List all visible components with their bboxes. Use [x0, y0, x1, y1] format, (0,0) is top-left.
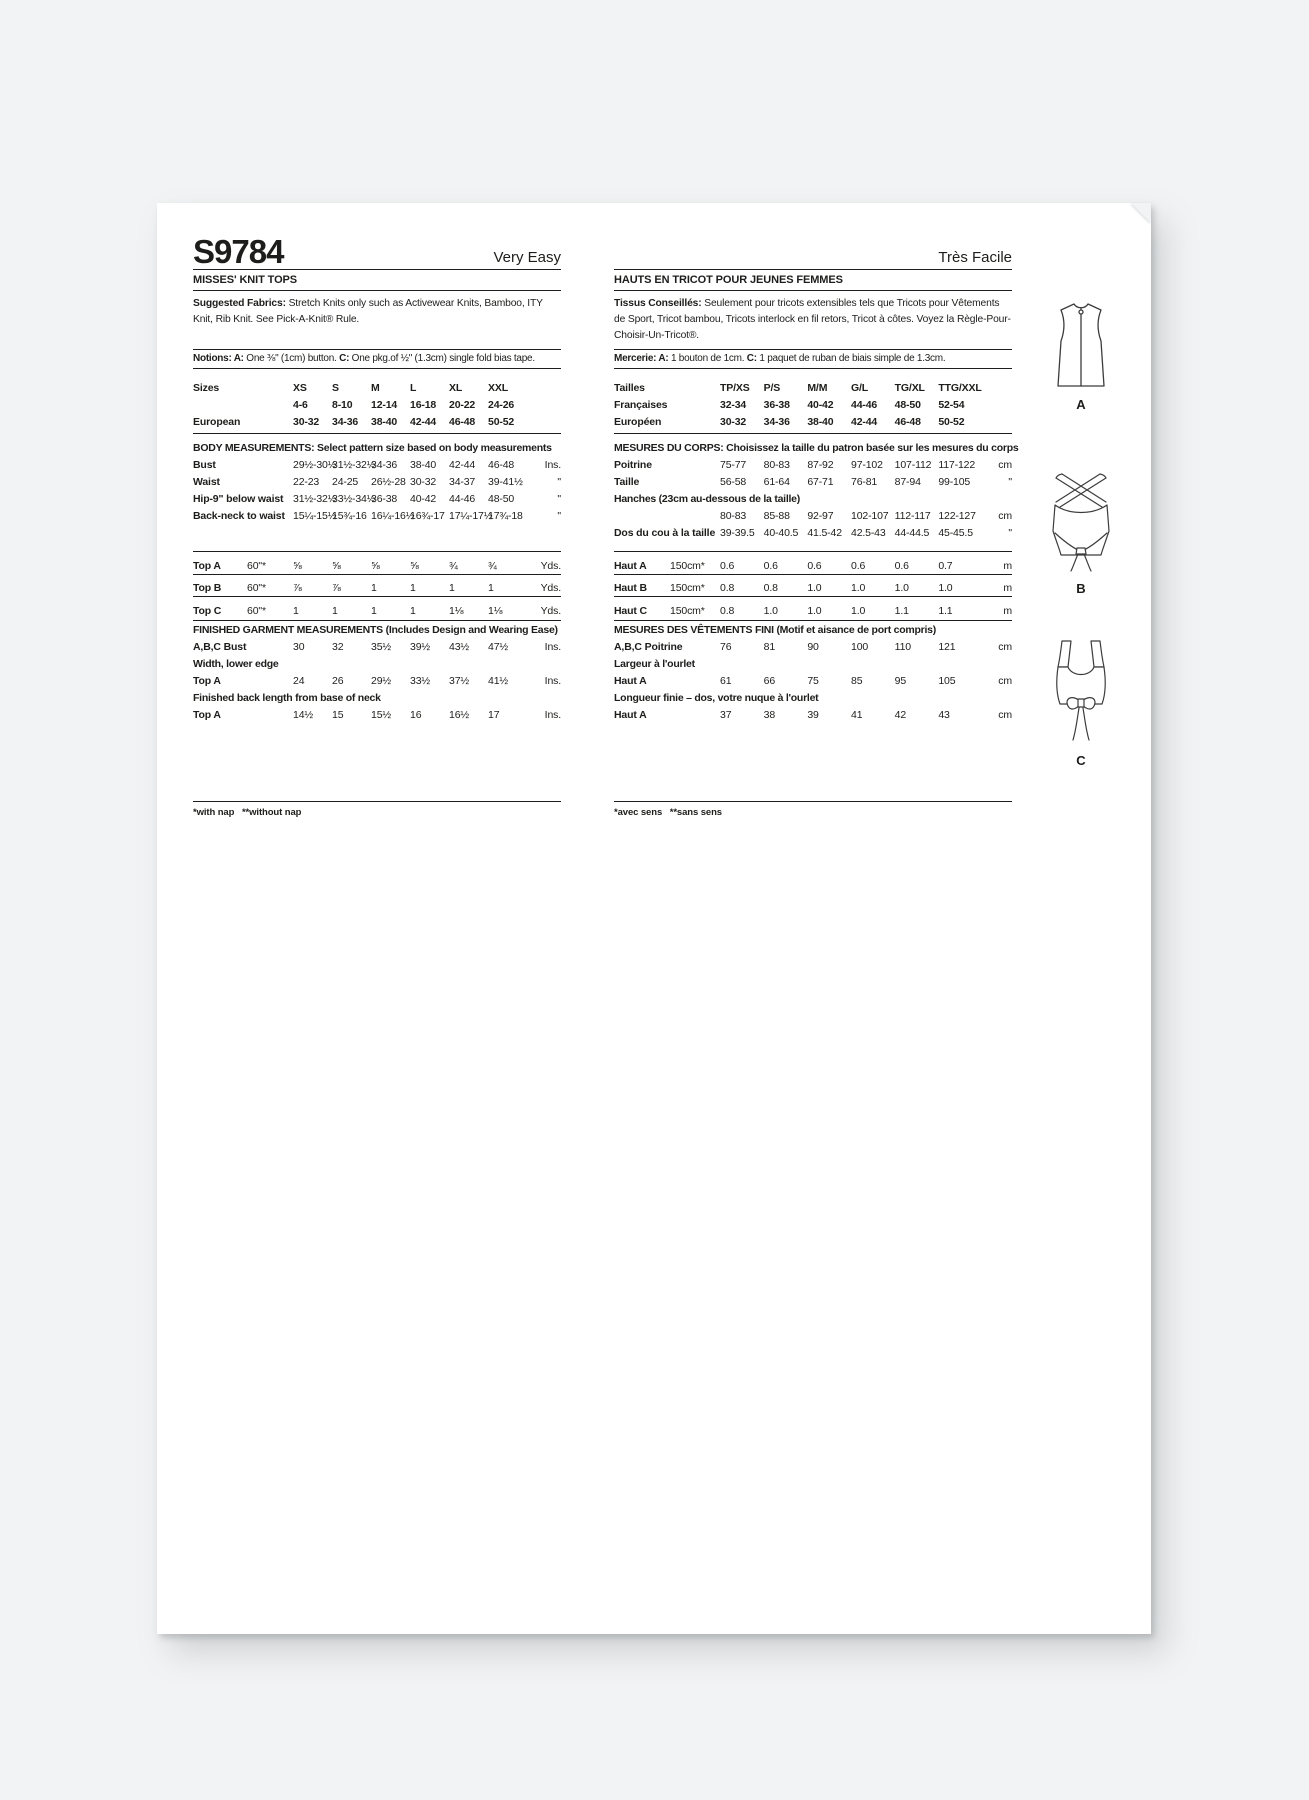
- value-cell: 4-6: [293, 399, 308, 411]
- value-cell: 34-37: [449, 475, 476, 488]
- section-header-cell: FINISHED GARMENT MEASUREMENTS (Includes Design and Wearing Ease): [193, 624, 558, 636]
- table-row: [193, 377, 561, 394]
- value-cell: 43: [938, 709, 950, 721]
- value-cell: 75-77: [720, 458, 747, 471]
- value-cell: 15: [332, 709, 344, 721]
- unit-cell: ": [557, 475, 561, 488]
- value-cell: 45-45.5: [938, 526, 973, 539]
- value-cell: ⅞: [293, 582, 302, 594]
- unit-cell: ": [557, 492, 561, 505]
- value-cell: 15¼-15½: [293, 509, 337, 522]
- value-cell: ⅞: [332, 582, 341, 594]
- row-label-cell: Hip-9" below waist: [193, 492, 284, 505]
- english-title: MISSES' KNIT TOPS: [193, 270, 561, 291]
- value-cell: 31½-32½: [293, 492, 337, 505]
- row-label-cell: Tailles: [614, 382, 645, 394]
- value-cell: 0.8: [763, 582, 778, 594]
- section-header-cell: Finished back length from base of neck: [193, 692, 381, 704]
- english-header-strip: [193, 233, 561, 270]
- value-cell: 38-40: [807, 416, 834, 428]
- value-cell: 16-18: [410, 399, 437, 411]
- value-cell: 29½: [371, 675, 391, 687]
- french-header-strip: [614, 233, 1012, 270]
- english-column: [193, 233, 561, 853]
- table-row: [614, 377, 1012, 394]
- text-segment: C:: [746, 353, 757, 364]
- value-cell: 41.5-42: [807, 526, 842, 539]
- value-cell: 0.7: [938, 559, 953, 572]
- text-segment: Seulement pour tricots extensibles tels que Tricots pour Vêtements de Sport, Tricot bambou, Tricots interlock en fil retors, Tricot à côtes. Voyez la Règle-Pour-Choisir-Un-Tricot®.: [614, 298, 1011, 341]
- fabric-width-cell: 150cm*: [670, 604, 705, 617]
- view-b: [1031, 471, 1131, 596]
- value-cell: 15½: [371, 709, 391, 721]
- value-cell: 38: [763, 709, 776, 721]
- value-cell: 50-52: [938, 416, 965, 428]
- value-cell: 105: [938, 675, 956, 687]
- value-cell: 0.6: [763, 559, 778, 572]
- value-cell: 42-44: [851, 416, 878, 428]
- section-header-cell: MESURES DU CORPS: Choisissez la taille du patron basée sur les mesures du corps: [614, 441, 1019, 454]
- value-cell: 24-25: [332, 475, 359, 488]
- table-row: [193, 488, 561, 505]
- value-cell: 95: [894, 675, 907, 687]
- unit-cell: cm: [998, 675, 1012, 687]
- fabric-width-cell: 60"*: [247, 604, 266, 617]
- text-segment: Stretch Knits only such as Activewear Knits, Bamboo, ITY Knit, Rib Knit. See Pick-A-Knit® Rule.: [193, 298, 543, 325]
- value-cell: 33½-34½: [332, 492, 376, 505]
- view-a: [1031, 299, 1131, 412]
- value-cell: 66: [763, 675, 776, 687]
- value-cell: 24: [293, 675, 305, 687]
- unit-cell: Ins.: [544, 709, 561, 721]
- table-row: [614, 574, 1012, 595]
- row-label-cell: Haut B: [614, 582, 647, 594]
- value-cell: 1.0: [807, 604, 822, 617]
- row-label-cell: Haut A: [614, 709, 647, 721]
- value-cell: 87-92: [807, 458, 834, 471]
- table-row: [193, 636, 561, 653]
- value-cell: 1.0: [938, 582, 953, 594]
- table-row: [614, 505, 1012, 522]
- value-cell: 121: [938, 641, 956, 653]
- value-cell: 0.6: [720, 559, 735, 572]
- metrage-table: [614, 549, 1012, 621]
- nap-footnote-french: *avec sens **sans sens: [614, 801, 1012, 818]
- value-cell: 46-48: [488, 458, 515, 471]
- unit-cell: cm: [998, 458, 1012, 471]
- value-cell: 1⅛: [449, 604, 464, 617]
- unit-cell: cm: [998, 509, 1012, 522]
- table-row: [614, 551, 1012, 572]
- value-cell: 1: [410, 604, 416, 617]
- value-cell: 46-48: [449, 416, 476, 428]
- text-segment: Mercerie:: [614, 353, 657, 364]
- mesures-vetements-fini-table: [614, 619, 1012, 721]
- row-label-cell: Top A: [193, 559, 221, 572]
- value-cell: 16¼-16½: [371, 509, 415, 522]
- table-row: [614, 471, 1012, 488]
- pattern-number: S9784: [193, 233, 284, 270]
- unit-cell: m: [1003, 604, 1012, 617]
- value-cell: 92-97: [807, 509, 834, 522]
- value-cell: 67-71: [807, 475, 834, 488]
- difficulty-label-french: Très Facile: [938, 249, 1012, 266]
- value-cell: 44-46: [449, 492, 476, 505]
- value-cell: 1: [371, 582, 377, 594]
- unit-cell: Yds.: [540, 559, 561, 572]
- value-cell: 100: [851, 641, 869, 653]
- value-cell: 99-105: [938, 475, 971, 488]
- value-cell: ⅝: [371, 559, 380, 572]
- value-cell: 117-122: [938, 458, 976, 471]
- unit-cell: m: [1003, 582, 1012, 594]
- value-cell: 47½: [488, 641, 508, 653]
- suggested-fabrics-paragraph: [193, 296, 561, 328]
- french-column: [614, 233, 1019, 853]
- row-label-cell: Top A: [193, 675, 221, 687]
- value-cell: 85: [851, 675, 863, 687]
- value-cell: 22-23: [293, 475, 320, 488]
- mesures-du-corps-table: [614, 431, 1019, 539]
- value-cell: 15¾-16: [332, 509, 367, 522]
- value-cell: 1⅛: [488, 604, 503, 617]
- value-cell: 37: [720, 709, 732, 721]
- value-cell: 12-14: [371, 399, 398, 411]
- table-row: [614, 411, 1012, 428]
- value-cell: 16¾-17: [410, 509, 445, 522]
- unit-cell: cm: [998, 709, 1012, 721]
- text-segment: One ⅜" (1cm) button.: [243, 353, 340, 364]
- value-cell: 34-36: [332, 416, 359, 428]
- value-cell: 0.8: [720, 582, 735, 594]
- row-label-cell: Européen: [614, 416, 662, 428]
- value-cell: 0.8: [720, 604, 735, 617]
- table-section-row: [614, 488, 1012, 505]
- section-header-cell: Largeur à l'ourlet: [614, 658, 695, 670]
- text-segment: Tissus Conseillés:: [614, 298, 702, 309]
- tailles-table: [614, 377, 1012, 428]
- value-cell: 56-58: [720, 475, 747, 488]
- yardage-table: [193, 549, 561, 621]
- value-cell: 26½-28: [371, 475, 406, 488]
- table-row: [193, 411, 561, 428]
- table-row: [614, 522, 1012, 539]
- row-label-cell: Dos du cou à la taille: [614, 526, 716, 539]
- top-a-back-view-icon: [1044, 299, 1118, 391]
- value-cell: 44-44.5: [894, 526, 930, 539]
- value-cell: 40-42: [807, 399, 834, 411]
- row-label-cell: Back-neck to waist: [193, 509, 285, 522]
- value-cell: M/M: [807, 382, 828, 394]
- value-cell: 33½: [410, 675, 430, 687]
- section-header-cell: BODY MEASUREMENTS: Select pattern size based on body measurements: [193, 441, 552, 454]
- value-cell: 30: [293, 641, 305, 653]
- unit-cell: Ins.: [544, 641, 561, 653]
- value-cell: 30-32: [720, 416, 747, 428]
- value-cell: 107-112: [894, 458, 932, 471]
- value-cell: 16: [410, 709, 422, 721]
- value-cell: 0.6: [894, 559, 909, 572]
- value-cell: 1: [449, 582, 455, 594]
- unit-cell: ": [557, 509, 561, 522]
- row-label-cell: Top C: [193, 604, 222, 617]
- row-label-cell: Waist: [193, 475, 220, 488]
- fabric-width-cell: 150cm*: [670, 582, 705, 594]
- value-cell: 1: [410, 582, 416, 594]
- value-cell: 102-107: [851, 509, 889, 522]
- value-cell: 1.0: [894, 582, 909, 594]
- value-cell: 1.1: [938, 604, 953, 617]
- view-a-label: A: [1076, 397, 1086, 412]
- difficulty-label-english: Very Easy: [493, 249, 561, 266]
- pattern-envelope-back-page: [157, 203, 1151, 1634]
- table-row: [193, 670, 561, 687]
- value-cell: 1: [332, 604, 338, 617]
- text-segment: 1 bouton de 1cm.: [668, 353, 747, 364]
- table-row: [614, 596, 1012, 621]
- view-c: [1031, 637, 1131, 768]
- body-measurements-table: [193, 431, 561, 522]
- text-segment: A:: [231, 353, 244, 364]
- value-cell: 32: [332, 641, 344, 653]
- value-cell: ⅝: [410, 559, 419, 572]
- row-label-cell: A,B,C Poitrine: [614, 641, 683, 653]
- value-cell: 48-50: [488, 492, 515, 505]
- value-cell: 110: [894, 641, 911, 653]
- value-cell: L: [410, 382, 417, 394]
- unit-cell: Yds.: [540, 582, 561, 594]
- value-cell: 39-41½: [488, 475, 523, 488]
- section-header-cell: Width, lower edge: [193, 658, 279, 670]
- section-header-cell: Hanches (23cm au-dessous de la taille): [614, 492, 800, 505]
- value-cell: 24-26: [488, 399, 515, 411]
- row-label-cell: Top B: [193, 582, 222, 594]
- unit-cell: cm: [998, 641, 1012, 653]
- value-cell: TTG/XXL: [938, 382, 982, 394]
- value-cell: 38-40: [371, 416, 398, 428]
- row-label-cell: Top A: [193, 709, 221, 721]
- value-cell: 61: [720, 675, 732, 687]
- view-b-label: B: [1076, 581, 1086, 596]
- unit-cell: m: [1003, 559, 1012, 572]
- value-cell: TG/XL: [894, 382, 925, 394]
- fabric-width-cell: 60"*: [247, 582, 266, 594]
- table-section-row: [193, 653, 561, 670]
- table-section-row: [614, 619, 1012, 636]
- notions-line: [193, 349, 561, 369]
- value-cell: 41½: [488, 675, 508, 687]
- value-cell: 80-83: [720, 509, 747, 522]
- top-c-back-view-icon: [1048, 637, 1114, 747]
- value-cell: XL: [449, 382, 463, 394]
- table-row: [193, 505, 561, 522]
- table-row: [193, 471, 561, 488]
- value-cell: 122-127: [938, 509, 976, 522]
- text-segment: One pkg.of ½" (1.3cm) single fold bias tape.: [349, 353, 535, 364]
- value-cell: 39½: [410, 641, 430, 653]
- table-row: [193, 394, 561, 411]
- section-header-cell: MESURES DES VÊTEMENTS FINI (Motif et aisance de port compris): [614, 624, 936, 636]
- value-cell: 36-38: [763, 399, 790, 411]
- text-segment: 1 paquet de ruban de biais simple de 1.3cm.: [756, 353, 946, 364]
- value-cell: 17¼-17½: [449, 509, 493, 522]
- unit-cell: Ins.: [544, 458, 561, 471]
- row-label-cell: Haut A: [614, 559, 647, 572]
- value-cell: ¾: [449, 559, 458, 572]
- row-label-cell: A,B,C Bust: [193, 641, 247, 653]
- table-row: [614, 636, 1012, 653]
- row-label-cell: Taille: [614, 475, 640, 488]
- value-cell: 1: [293, 604, 299, 617]
- value-cell: 42-44: [449, 458, 476, 471]
- unit-cell: Ins.: [544, 675, 561, 687]
- table-row: [614, 394, 1012, 411]
- table-row: [193, 704, 561, 721]
- table-row: [614, 454, 1012, 471]
- value-cell: 29½-30½: [293, 458, 337, 471]
- value-cell: ⅝: [332, 559, 341, 572]
- value-cell: XS: [293, 382, 307, 394]
- value-cell: 81: [763, 641, 776, 653]
- table-section-row: [193, 619, 561, 636]
- table-section-row: [614, 433, 1019, 454]
- value-cell: 75: [807, 675, 819, 687]
- value-cell: 1: [371, 604, 377, 617]
- value-cell: TP/XS: [720, 382, 750, 394]
- value-cell: 30-32: [293, 416, 320, 428]
- value-cell: 76: [720, 641, 732, 653]
- unit-cell: Yds.: [540, 604, 561, 617]
- mercerie-line: [614, 349, 1012, 369]
- table-row: [614, 704, 1012, 721]
- value-cell: 30-32: [410, 475, 437, 488]
- row-label-cell: European: [193, 416, 241, 428]
- text-segment: C:: [339, 353, 350, 364]
- value-cell: S: [332, 382, 339, 394]
- value-cell: 20-22: [449, 399, 476, 411]
- value-cell: 41: [851, 709, 863, 721]
- fabric-width-cell: 60"*: [247, 559, 266, 572]
- value-cell: 0.6: [807, 559, 822, 572]
- table-row: [193, 574, 561, 595]
- value-cell: 17¾-18: [488, 509, 523, 522]
- text-segment: A:: [656, 353, 669, 364]
- tissus-conseilles-paragraph: [614, 296, 1012, 344]
- value-cell: 8-10: [332, 399, 353, 411]
- value-cell: 31½-32½: [332, 458, 376, 471]
- value-cell: G/L: [851, 382, 869, 394]
- value-cell: 1.0: [851, 582, 866, 594]
- value-cell: 87-94: [894, 475, 921, 488]
- section-header-cell: Longueur finie – dos, votre nuque à l'ourlet: [614, 692, 819, 704]
- value-cell: 76-81: [851, 475, 878, 488]
- value-cell: XXL: [488, 382, 508, 394]
- value-cell: 112-117: [894, 509, 931, 522]
- value-cell: 34-36: [371, 458, 398, 471]
- table-row: [193, 596, 561, 621]
- value-cell: 17: [488, 709, 500, 721]
- value-cell: 40-42: [410, 492, 437, 505]
- value-cell: 42-44: [410, 416, 437, 428]
- table-section-row: [614, 653, 1012, 670]
- value-cell: 39-39.5: [720, 526, 755, 539]
- row-label-cell: Haut C: [614, 604, 647, 617]
- value-cell: P/S: [763, 382, 781, 394]
- value-cell: 35½: [371, 641, 391, 653]
- value-cell: 43½: [449, 641, 469, 653]
- value-cell: 44-46: [851, 399, 878, 411]
- finished-garment-table: [193, 619, 561, 721]
- value-cell: 1.0: [763, 604, 778, 617]
- value-cell: 1.0: [851, 604, 866, 617]
- value-cell: 80-83: [763, 458, 790, 471]
- value-cell: 97-102: [851, 458, 883, 471]
- text-segment: Suggested Fabrics:: [193, 298, 286, 309]
- unit-cell: ": [1008, 475, 1012, 488]
- view-c-label: C: [1076, 753, 1086, 768]
- value-cell: 90: [807, 641, 819, 653]
- value-cell: 39: [807, 709, 819, 721]
- value-cell: 42: [894, 709, 907, 721]
- value-cell: ¾: [488, 559, 497, 572]
- value-cell: 36-38: [371, 492, 398, 505]
- row-label-cell: Françaises: [614, 399, 668, 411]
- value-cell: 14½: [293, 709, 313, 721]
- row-label-cell: Sizes: [193, 382, 220, 394]
- unit-cell: ": [1008, 526, 1012, 539]
- value-cell: 42.5-43: [851, 526, 886, 539]
- value-cell: 38-40: [410, 458, 437, 471]
- sizes-table: [193, 377, 561, 428]
- value-cell: 46-48: [894, 416, 921, 428]
- value-cell: 50-52: [488, 416, 515, 428]
- text-segment: Notions:: [193, 353, 232, 364]
- value-cell: M: [371, 382, 380, 394]
- row-label-cell: Bust: [193, 458, 216, 471]
- value-cell: 85-88: [763, 509, 790, 522]
- top-b-back-view-icon: [1043, 471, 1119, 575]
- row-label-cell: Poitrine: [614, 458, 652, 471]
- table-section-row: [193, 687, 561, 704]
- table-row: [193, 454, 561, 471]
- table-row: [193, 551, 561, 572]
- value-cell: 37½: [449, 675, 469, 687]
- value-cell: 40-40.5: [763, 526, 799, 539]
- value-cell: 61-64: [763, 475, 790, 488]
- value-cell: 16½: [449, 709, 469, 721]
- value-cell: 32-34: [720, 399, 747, 411]
- value-cell: 1.0: [807, 582, 822, 594]
- nap-footnote-english: *with nap **without nap: [193, 801, 561, 818]
- value-cell: 26: [332, 675, 344, 687]
- row-label-cell: Haut A: [614, 675, 647, 687]
- table-section-row: [614, 687, 1012, 704]
- table-row: [614, 670, 1012, 687]
- value-cell: 52-54: [938, 399, 965, 411]
- value-cell: ⅝: [293, 559, 302, 572]
- value-cell: 48-50: [894, 399, 921, 411]
- french-title: HAUTS EN TRICOT POUR JEUNES FEMMES: [614, 270, 1012, 291]
- table-section-row: [193, 433, 561, 454]
- fabric-width-cell: 150cm*: [670, 559, 705, 572]
- value-cell: 1: [488, 582, 494, 594]
- value-cell: 1.1: [894, 604, 909, 617]
- value-cell: 0.6: [851, 559, 866, 572]
- value-cell: 34-36: [763, 416, 790, 428]
